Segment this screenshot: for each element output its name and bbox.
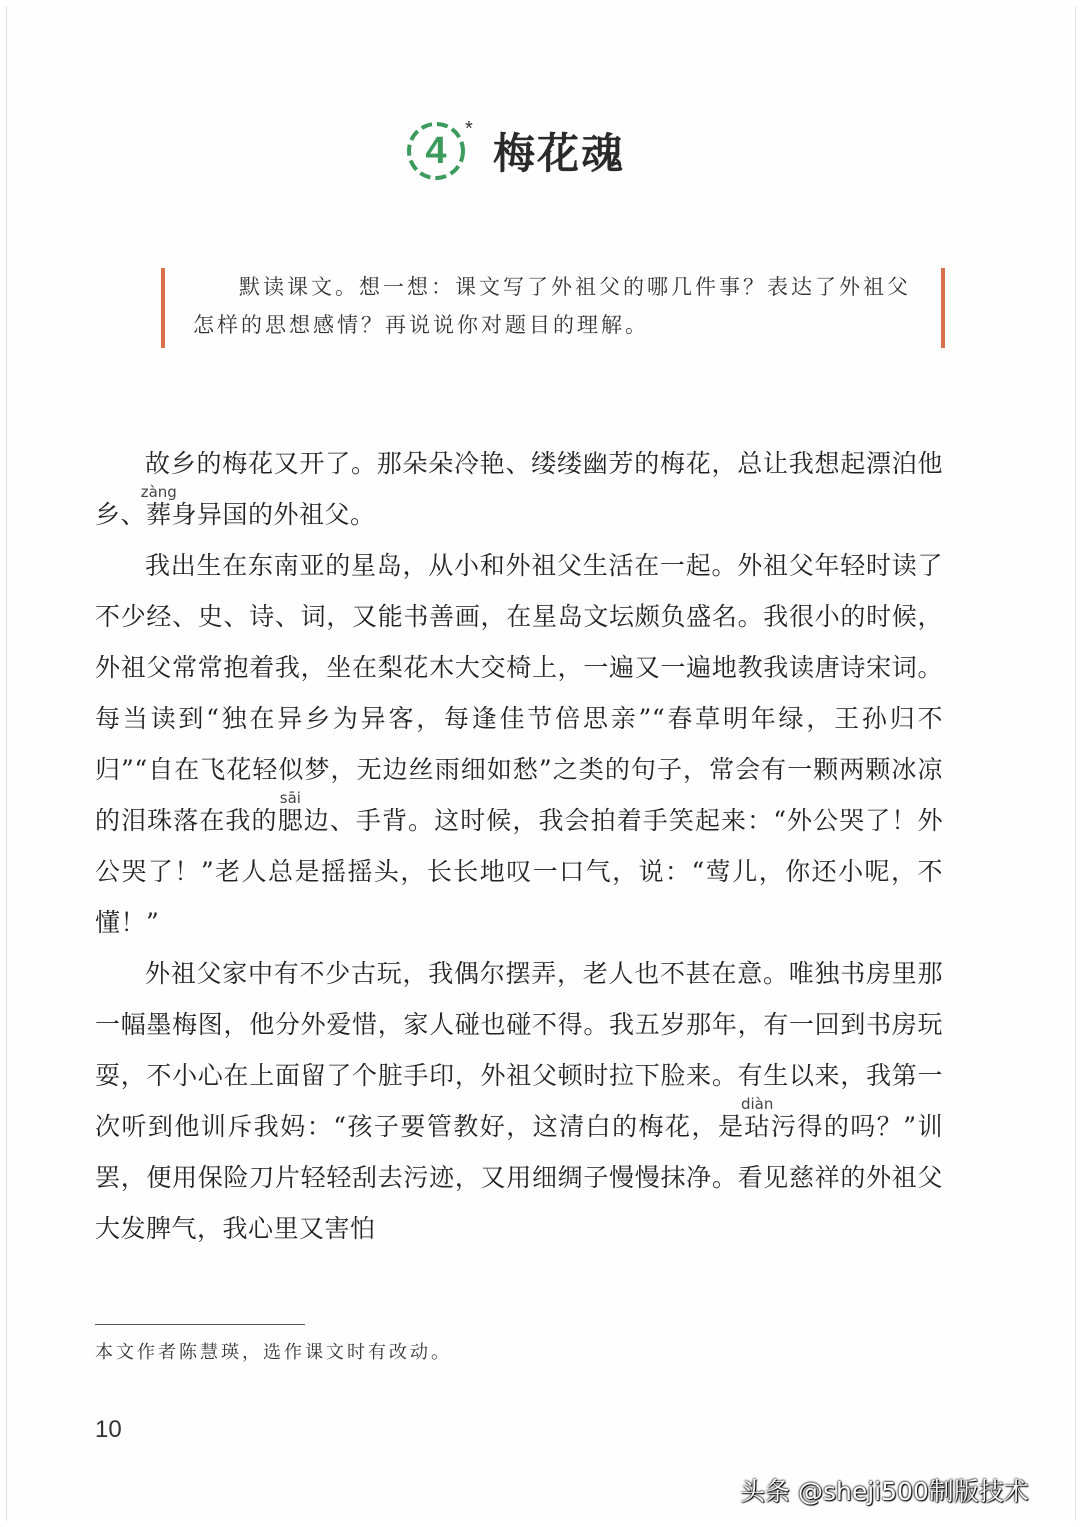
pinyin-annotation <box>277 789 304 835</box>
footnote-divider <box>95 1324 305 1325</box>
footnote: 本文作者陈慧瑛，选作课文时有改动。 <box>95 1342 452 1363</box>
paragraph-2 <box>95 540 943 948</box>
pinyin: zàng <box>140 483 177 501</box>
lesson-number: 4 <box>425 130 447 172</box>
annotated-char: 玷 <box>740 1112 774 1141</box>
prompt-bar-right <box>941 268 945 348</box>
lesson-header <box>405 118 625 184</box>
paragraph-1 <box>95 438 943 540</box>
paragraph-text: 故乡的梅花又开了。那朵朵冷艳、缕缕幽芳的梅花，总让我想起漂泊他乡、 <box>95 449 943 529</box>
paragraph-text: 边、手背。这时候，我会拍着手笑起来：“外公哭了！外公哭了！”老人总是摇摇头，长长地叹一口气，说：“莺儿，你还小呢，不懂！” <box>95 806 943 937</box>
pinyin-annotation <box>740 1095 774 1141</box>
pinyin-annotation <box>140 483 177 529</box>
lesson-number-badge <box>405 118 473 182</box>
annotated-char: 腮 <box>277 806 304 835</box>
pinyin: diàn <box>740 1095 774 1113</box>
pinyin: sāi <box>277 789 304 807</box>
watermark: 头条 @sheji500制版技术 <box>740 1477 1029 1506</box>
prompt-bar-left <box>161 268 165 348</box>
textbook-page <box>6 6 1076 1521</box>
reading-prompt: 默读课文。想一想：课文写了外祖父的哪几件事？表达了外祖父怎样的思想感情？再说说你对题目的理解。 <box>193 275 911 337</box>
paragraph-text: 污得的吗？”训罢，便用保险刀片轻轻刮去污迹，又用细绸子慢慢抹净。看见慈祥的外祖父大发脾气，我心里又害怕 <box>95 1112 943 1243</box>
annotated-char: 葬 <box>140 500 177 529</box>
paragraph-3 <box>95 948 943 1254</box>
paragraph-text: 外祖父家中有不少古玩，我偶尔摆弄，老人也不甚在意。唯独书房里那一幅墨梅图，他分外爱惜，家人碰也碰不得。我五岁那年，有一回到书房玩耍，不小心在上面留了个脏手印，外祖父顿时拉下脸来。有生以来，我第一次听到他训斥我妈：“孩子要管教好，这清白的梅花，是 <box>95 959 943 1141</box>
paragraph-text: 我出生在东南亚的星岛，从小和外祖父生活在一起。外祖父年轻时读了不少经、史、诗、词，又能书善画，在星岛文坛颇负盛名。我很小的时候，外祖父常常抱着我，坐在梨花木大交椅上，一遍又一遍地教我读唐诗宋词。每当读到“独在异乡为异客，每逢佳节倍思亲”“春草明年绿，王孙归不归”“自在飞花轻似梦，无边丝雨细如愁”之类的句子，常会有一颗两颗冰凉的泪珠落在我的 <box>95 551 943 835</box>
optional-lesson-star: * <box>465 118 473 140</box>
page-number: 10 <box>95 1416 122 1443</box>
paragraph-text: 身异国的外祖父。 <box>171 500 376 529</box>
lesson-title: 梅花魂 <box>493 129 626 178</box>
lesson-body <box>95 438 943 1254</box>
